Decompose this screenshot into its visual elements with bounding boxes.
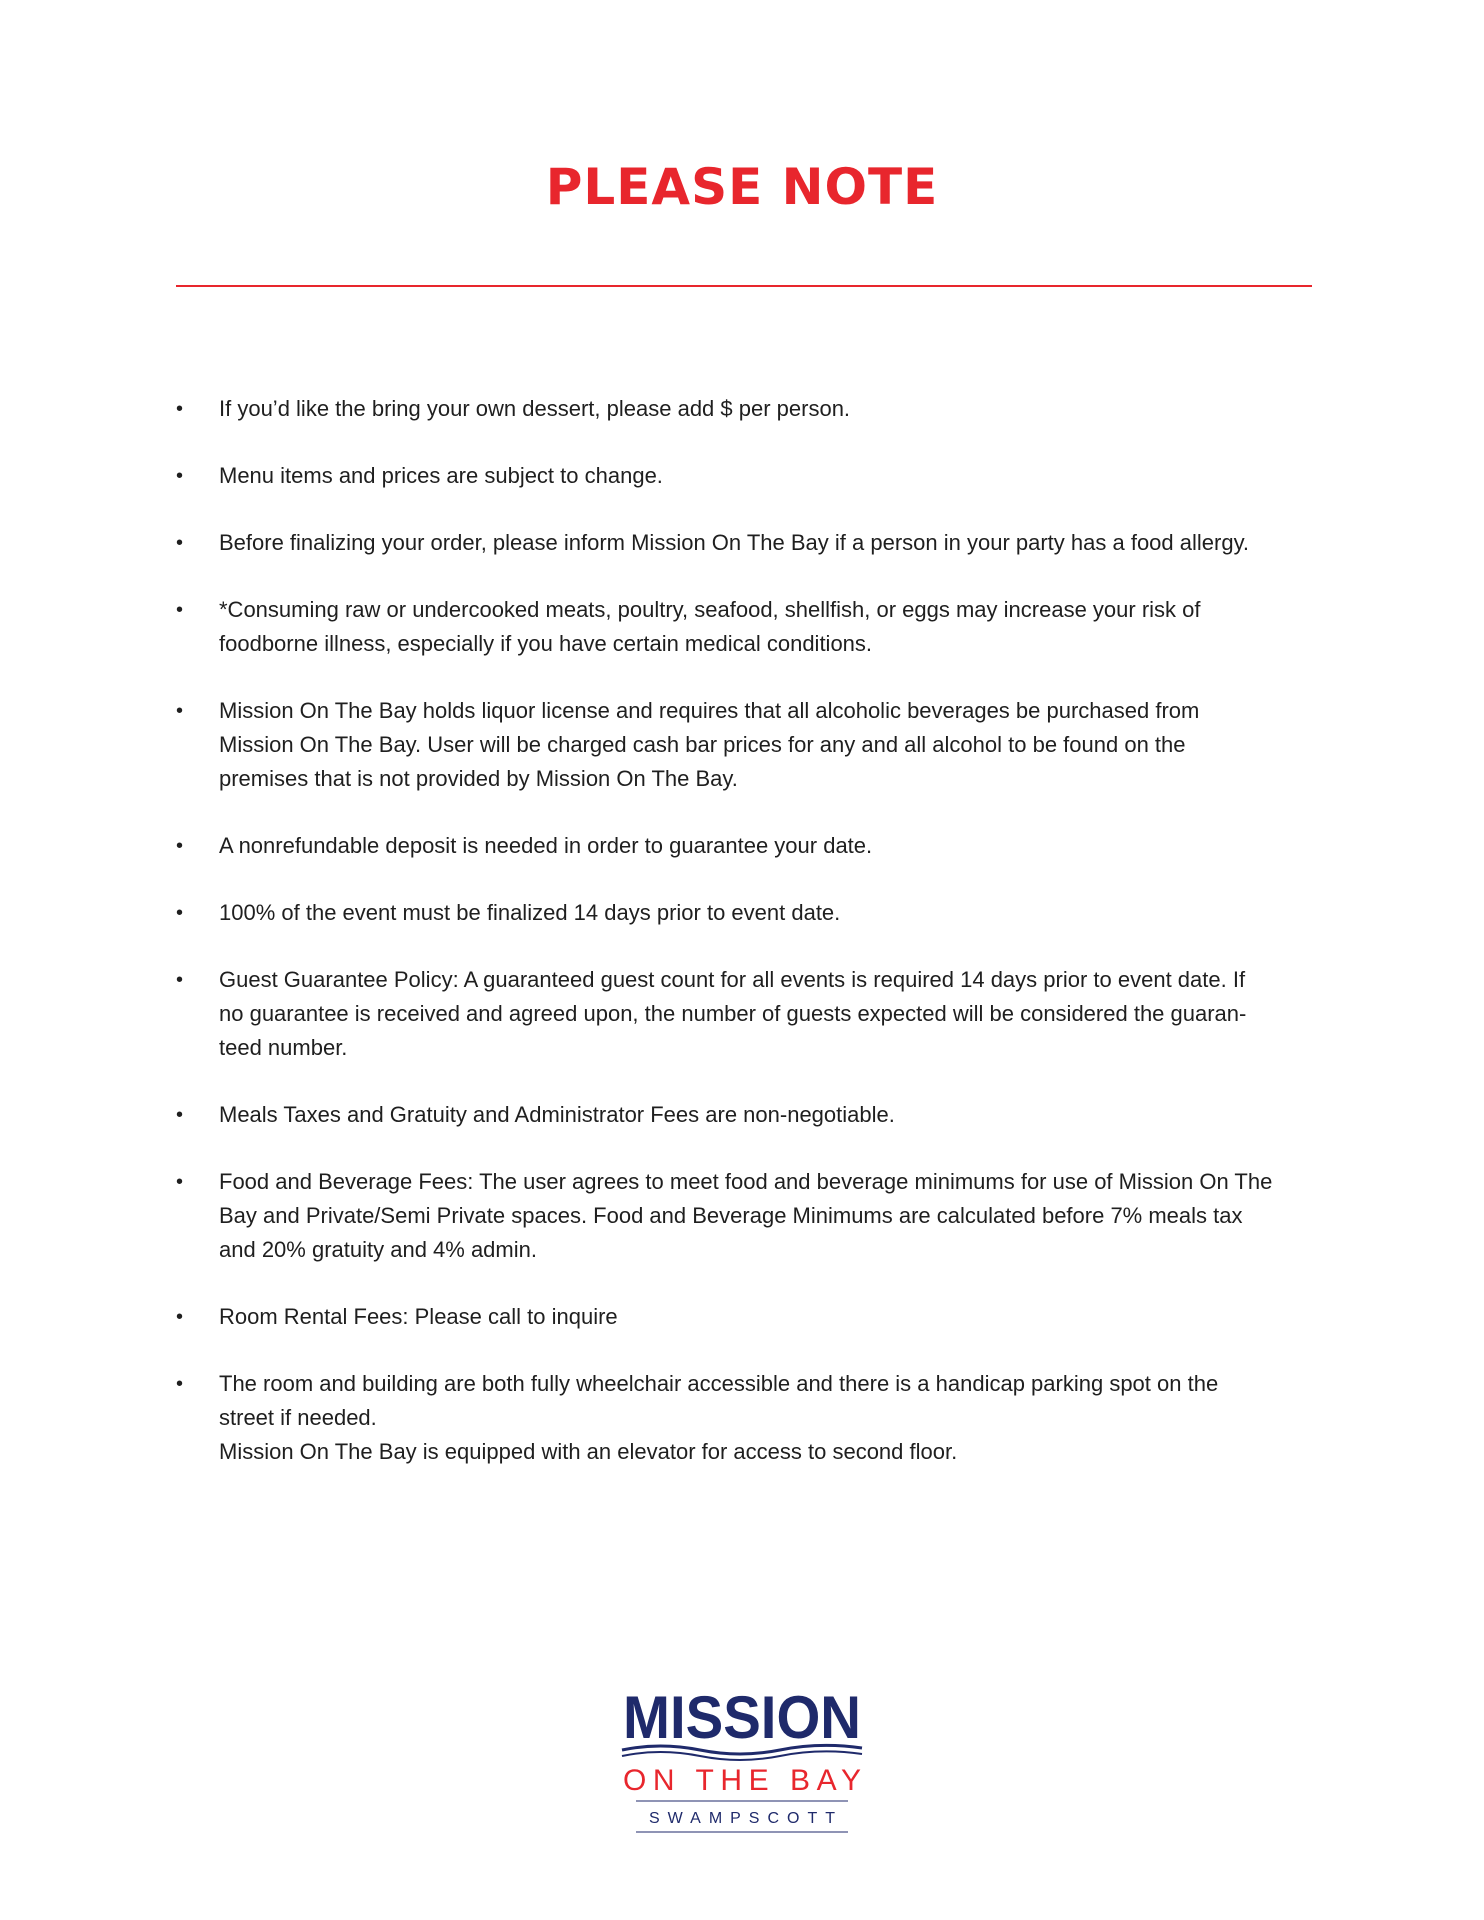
bullet-icon: •	[176, 835, 184, 857]
bullet-icon: •	[176, 969, 184, 991]
note-text-line: Mission On The Bay holds liquor license and requires that all alcoholic beverages be purchased from	[219, 698, 1200, 723]
note-item	[176, 1300, 1316, 1334]
note-text-line: A nonrefundable deposit is needed in order to guarantee your date.	[219, 833, 873, 858]
logo-word-swampscott: SWAMPSCOTT	[649, 1810, 835, 1827]
note-text-line: teed number.	[219, 1035, 348, 1060]
notes-list	[176, 392, 1316, 1502]
note-text-line: Menu items and prices are subject to change.	[219, 463, 663, 488]
note-text-line: 100% of the event must be finalized 14 days prior to event date.	[219, 900, 841, 925]
logo-word-on-the-bay: ON THE BAY	[623, 1764, 861, 1797]
mission-on-the-bay-logo	[620, 1680, 864, 1840]
note-text-line: premises that is not provided by Mission On The Bay.	[219, 766, 738, 791]
note-text-line: and 20% gratuity and 4% admin.	[219, 1237, 537, 1262]
note-item	[176, 526, 1316, 560]
note-text-line: Before finalizing your order, please inform Mission On The Bay if a person in your party has a food allergy.	[219, 530, 1250, 555]
note-text-line: Mission On The Bay is equipped with an elevator for access to second floor.	[219, 1439, 958, 1464]
note-item	[176, 593, 1316, 661]
note-text-line: Meals Taxes and Gratuity and Administrator Fees are non-negotiable.	[219, 1102, 895, 1127]
note-item	[176, 694, 1316, 796]
note-text-line: Guest Guarantee Policy: A guaranteed guest count for all events is required 14 days prior to event date. If	[219, 967, 1246, 992]
page-title: PLEASE NOTE	[545, 158, 939, 216]
bullet-icon: •	[176, 1373, 184, 1395]
bullet-icon: •	[176, 398, 184, 420]
bullet-icon: •	[176, 1306, 184, 1328]
logo-word-mission: MISSION	[623, 1684, 861, 1751]
note-item	[176, 392, 1316, 426]
note-item	[176, 963, 1316, 1065]
note-item	[176, 896, 1316, 930]
note-text-line: Mission On The Bay. User will be charged cash bar prices for any and all alcohol to be found on the	[219, 732, 1186, 757]
note-text-line: Bay and Private/Semi Private spaces. Food and Beverage Minimums are calculated before 7% meals tax	[219, 1203, 1243, 1228]
bullet-icon: •	[176, 700, 184, 722]
bullet-icon: •	[176, 1104, 184, 1126]
note-text-line: Room Rental Fees: Please call to inquire	[219, 1304, 618, 1329]
note-text-line: The room and building are both fully wheelchair accessible and there is a handicap parking spot on the	[219, 1371, 1219, 1396]
note-text-line: If you’d like the bring your own dessert, please add $ per person.	[219, 396, 851, 421]
note-item	[176, 1367, 1316, 1469]
note-text-line: no guarantee is received and agreed upon, the number of guests expected will be considered the guaran-	[219, 1001, 1247, 1026]
note-item	[176, 459, 1316, 493]
note-item	[176, 1098, 1316, 1132]
note-text-line: foodborne illness, especially if you have certain medical conditions.	[219, 631, 873, 656]
bullet-icon: •	[176, 902, 184, 924]
bullet-icon: •	[176, 532, 184, 554]
bullet-icon: •	[176, 465, 184, 487]
note-item	[176, 829, 1316, 863]
title-divider	[176, 285, 1312, 287]
note-text-line: Food and Beverage Fees: The user agrees to meet food and beverage minimums for use of Mission On The	[219, 1169, 1273, 1194]
bullet-icon: •	[176, 599, 184, 621]
note-item	[176, 1165, 1316, 1267]
bullet-icon: •	[176, 1171, 184, 1193]
note-text-line: *Consuming raw or undercooked meats, poultry, seafood, shellfish, or eggs may increase your risk of	[219, 597, 1201, 622]
note-text-line: street if needed.	[219, 1405, 377, 1430]
